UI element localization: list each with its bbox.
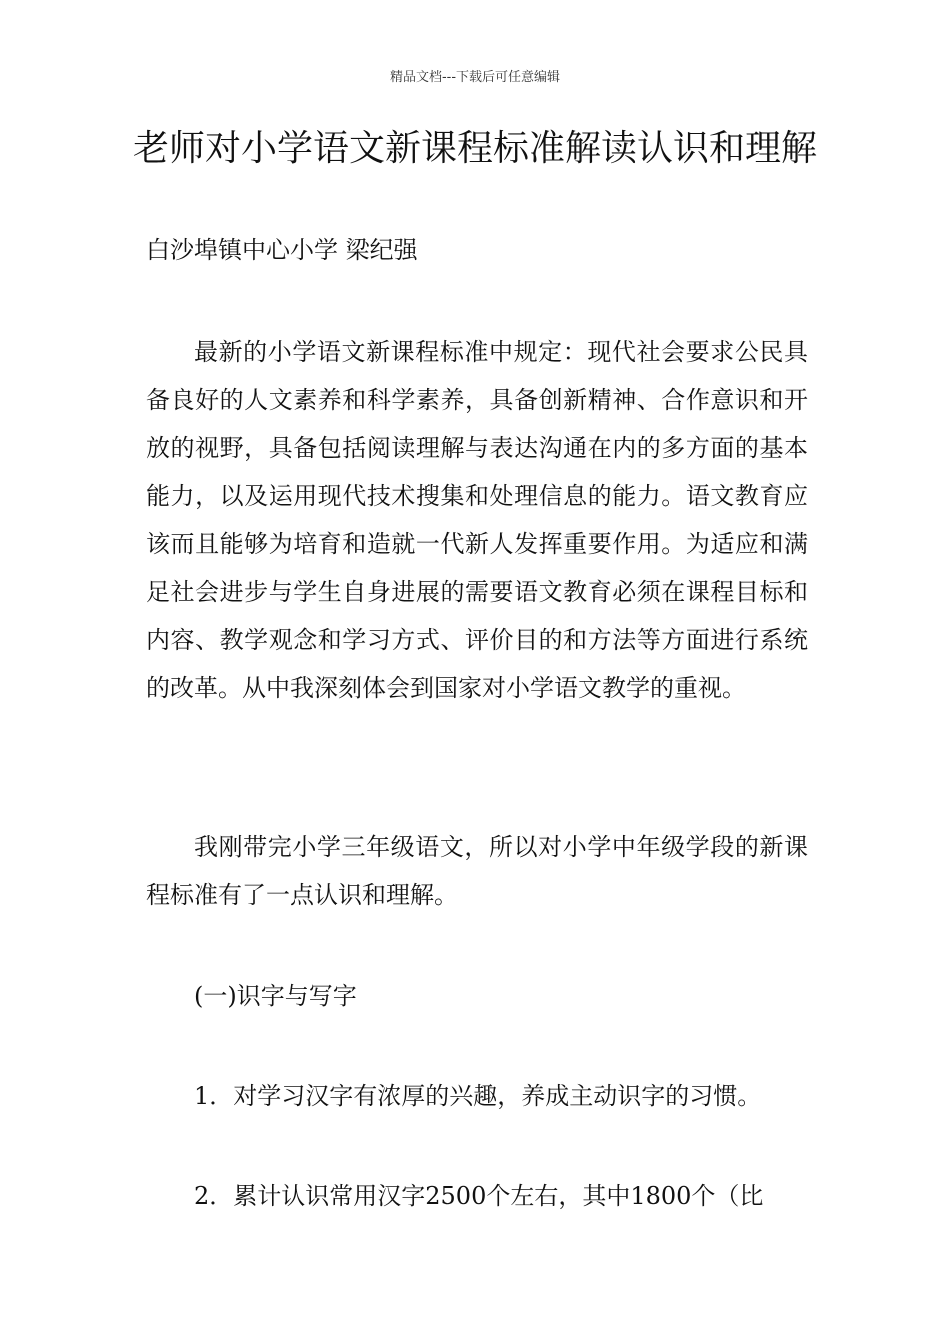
paragraph-experience: 我刚带完小学三年级语文，所以对小学中年级学段的新课程标准有了一点认识和理解。 <box>146 833 808 909</box>
section-heading: (一)识字与写字 <box>194 982 357 1010</box>
list-item-2: 2．累计认识常用汉字2500个左右，其中1800个（比 <box>194 1182 764 1210</box>
page-header: 精品文档---下载后可任意编辑 <box>389 70 561 85</box>
author-line: 白沙埠镇中心小学 梁纪强 <box>146 236 418 264</box>
paragraph-intro: 最新的小学语文新课程标准中规定：现代社会要求公民具备良好的人文素养和科学素养，具备创新精神、合作意识和开放的视野，具备包括阅读理解与表达沟通在内的多方面的基本能力，以及运用现代技术搜集和处理信息的能力。语文教育应该而且能够为培育和造就一代新人发挥重要作用。为适应和满足社会进步与学生自身进展的需要语文教育必须在课程目标和内容、教学观念和学习方式、评价目的和方法等方面进行系统的改革。从中我深刻体会到国家对小学语文教学的重视。 <box>146 338 808 702</box>
list-item-1: 1．对学习汉字有浓厚的兴趣，养成主动识字的习惯。 <box>194 1082 762 1110</box>
document-title: 老师对小学语文新课程标准解读认识和理解 <box>132 128 817 169</box>
